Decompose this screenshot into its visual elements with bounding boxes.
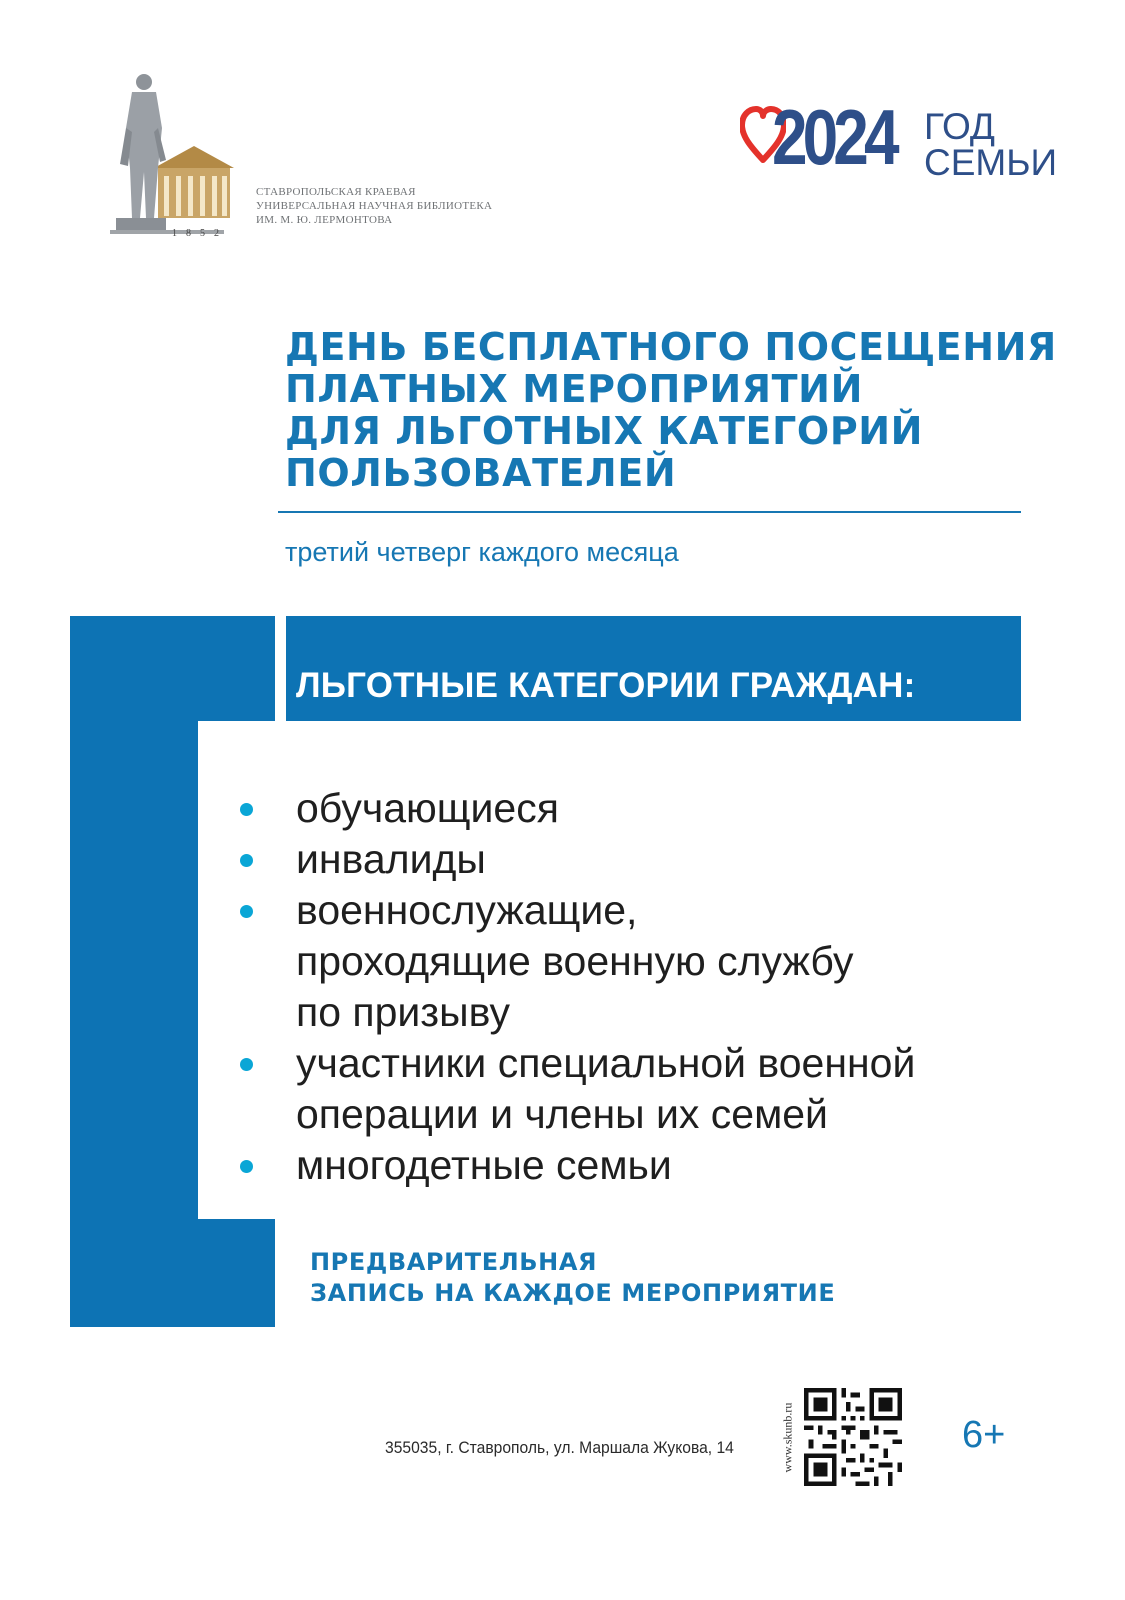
lermontov-monument-icon xyxy=(108,68,238,243)
schedule-subtitle: третий четверг каждого месяца xyxy=(285,537,679,567)
category-heading: ЛЬГОТНЫЕ КАТЕГОРИИ ГРАЖДАН: xyxy=(296,666,916,705)
list-item-text: проходящие военную службу xyxy=(296,938,854,984)
year-label-line-1: ГОД xyxy=(924,106,995,147)
list-item-text: многодетные семьи xyxy=(296,1142,672,1188)
year-label-line-2: СЕМЬИ xyxy=(924,142,1058,183)
list-item xyxy=(240,885,915,1038)
title-line: ПЛАТНЫХ МЕРОПРИЯТИЙ xyxy=(285,367,863,411)
age-rating-badge: 6+ xyxy=(962,1414,1006,1456)
frame-top-bar xyxy=(70,616,275,721)
library-name-line-2: УНИВЕРСАЛЬНАЯ НАУЧНАЯ БИБЛИОТЕКА xyxy=(256,200,493,212)
list-item-text: участники специальной военной xyxy=(296,1040,916,1086)
title-line: ДЛЯ ЛЬГОТНЫХ КАТЕГОРИЙ xyxy=(285,409,924,453)
list-item xyxy=(240,834,915,885)
founded-year: 1852 xyxy=(172,228,228,239)
title-line: ПОЛЬЗОВАТЕЛЕЙ xyxy=(285,451,677,495)
frame-left-bar xyxy=(70,721,198,1219)
list-item-text: военнослужащие, xyxy=(296,887,638,933)
list-item-text: инвалиды xyxy=(296,836,486,882)
registration-note xyxy=(310,1247,835,1309)
title-line: ДЕНЬ БЕСПЛАТНОГО ПОСЕЩЕНИЯ xyxy=(285,325,1057,369)
qr-code-icon xyxy=(804,1388,902,1486)
page-title xyxy=(285,325,1057,495)
frame-bottom-bar xyxy=(70,1219,275,1327)
list-item-text: операции и члены их семей xyxy=(296,1091,828,1137)
library-name-line-3: ИМ. М. Ю. ЛЕРМОНТОВА xyxy=(256,214,393,226)
list-item-text: обучающиеся xyxy=(296,785,559,831)
bullet-icon xyxy=(240,1160,253,1173)
registration-line: ЗАПИСЬ НА КАЖДОЕ МЕРОПРИЯТИЕ xyxy=(310,1279,836,1307)
registration-line: ПРЕДВАРИТЕЛЬНАЯ xyxy=(310,1248,598,1276)
bullet-icon xyxy=(240,1058,253,1071)
website-text: www.skunb.ru xyxy=(780,1402,795,1473)
bullet-icon xyxy=(240,905,253,918)
year-number: 2024 xyxy=(772,93,895,181)
list-item xyxy=(240,783,915,834)
qr-code xyxy=(804,1388,902,1486)
category-header-band xyxy=(286,616,1021,721)
bullet-icon xyxy=(240,854,253,867)
year-of-family-logo xyxy=(752,93,1058,194)
library-logo xyxy=(108,68,528,248)
bullet-icon xyxy=(240,803,253,816)
list-item-text: по призыву xyxy=(296,989,510,1035)
website-link[interactable] xyxy=(778,1388,796,1488)
category-list xyxy=(240,783,915,1191)
library-name-line-1: СТАВРОПОЛЬСКАЯ КРАЕВАЯ xyxy=(256,186,416,198)
list-item xyxy=(240,1140,915,1191)
address: 355035, г. Ставрополь, ул. Маршала Жукова, 14 xyxy=(385,1438,734,1457)
title-divider xyxy=(278,511,1021,513)
list-item xyxy=(240,1038,915,1140)
